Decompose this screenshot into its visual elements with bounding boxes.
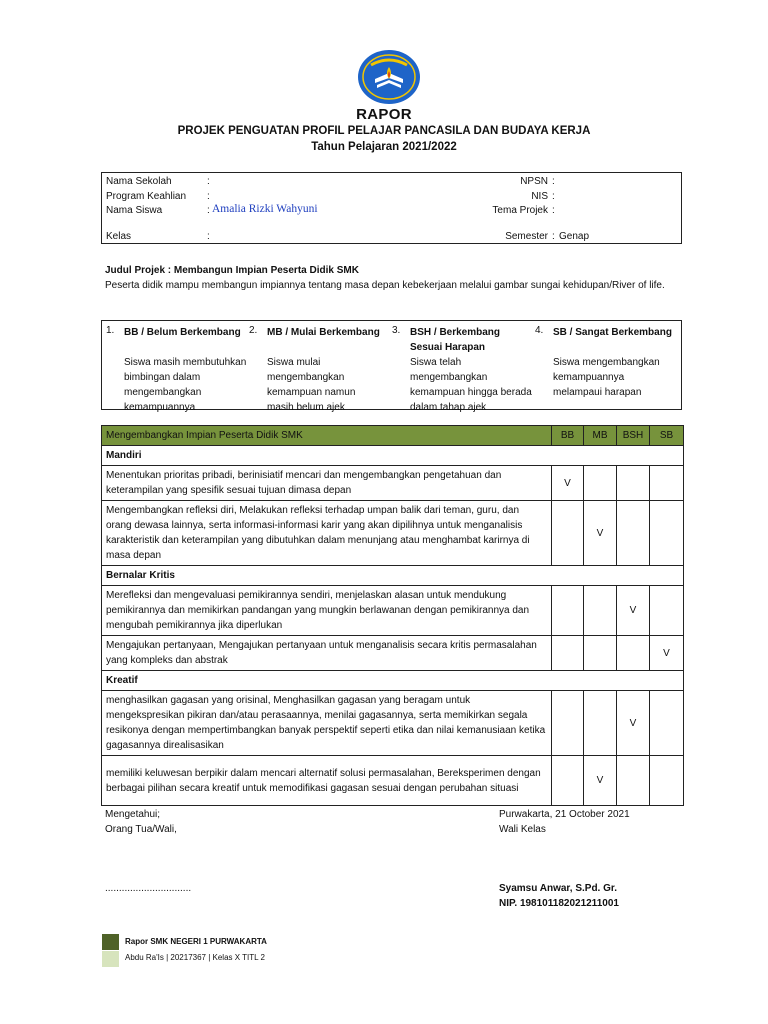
- nis-label: NIS: [531, 191, 548, 202]
- place-date-text: Purwakarta, 21 October 2021: [499, 809, 630, 820]
- check-cell: [617, 466, 650, 501]
- check-cell: [650, 466, 684, 501]
- teacher-nip: NIP. 198101182021211001: [499, 898, 619, 909]
- teacher-role-text: Wali Kelas: [499, 824, 546, 835]
- table-row: [102, 466, 684, 501]
- legend-number: 4.: [535, 325, 544, 336]
- check-cell: V: [650, 636, 684, 671]
- legend-desc-bb: Siswa masih membutuhkan bimbingan dalam mengembangkan kemampuannya: [124, 357, 247, 413]
- check-cell: [650, 586, 684, 636]
- nama-siswa-value: Amalia Rizki Wahyuni: [212, 203, 318, 215]
- criterion-text: Merefleksi dan mengevaluasi pemikirannya sendiri, menjelaskan alasan untuk mendukung pemikirannya dan memikirkan pandangan yang mungkin berlawanan dengan pemikirannya dan mengubah pemikirannya jika diperlukan: [102, 586, 552, 636]
- tema-projek-label: Tema Projek: [492, 205, 548, 216]
- check-cell: [552, 586, 584, 636]
- section-row: [102, 671, 684, 691]
- legend-desc-bsh: Siswa telah mengembangkan kemampuan hingga berada dalam tahap ajek: [410, 357, 532, 413]
- semester-value: Genap: [559, 231, 590, 242]
- section-title-bernalar-kritis: Bernalar Kritis: [102, 566, 684, 586]
- legend-title-mb: MB / Mulai Berkembang: [267, 327, 380, 338]
- assessment-table: [101, 425, 684, 806]
- criterion-text: Mengembangkan refleksi diri, Melakukan refleksi terhadap umpan balik dari teman, guru, dan orang dewasa lainnya, serta informasi-informasi karir yang akan dipilihnya untuk menganalisis karakteristik dan keterampilan yang dibutuhkan dalam menunjang atau menghambat karirnya di masa depan: [102, 501, 552, 566]
- tut-wuri-handayani-logo: [357, 49, 421, 105]
- footer-marker-light: [102, 951, 119, 967]
- section-title-mandiri: Mandiri: [102, 446, 684, 466]
- project-title: Judul Projek : Membangun Impian Peserta Didik SMK: [105, 265, 359, 276]
- report-title: RAPOR: [356, 106, 412, 123]
- assessment-legend: [101, 320, 682, 413]
- col-header-mb: MB: [584, 426, 617, 446]
- check-cell: V: [617, 586, 650, 636]
- check-cell: [584, 636, 617, 671]
- legend-title-sb: SB / Sangat Berkembang: [553, 327, 672, 338]
- table-row: [102, 586, 684, 636]
- legend-number: 2.: [249, 325, 258, 336]
- parent-signature-label: [105, 807, 177, 837]
- section-title-kreatif: Kreatif: [102, 671, 684, 691]
- legend-desc-mb: Siswa mulai mengembangkan kemampuan namun masih belum ajek: [267, 357, 356, 413]
- footer-school: Rapor SMK NEGERI 1 PURWAKARTA: [125, 937, 267, 946]
- parent-role-text: Orang Tua/Wali,: [105, 824, 177, 835]
- teacher-signature-label: [499, 807, 630, 837]
- table-row: [102, 756, 684, 806]
- check-cell: [617, 636, 650, 671]
- legend-desc-sb: Siswa mengembangkan kemampuannya melampaui harapan: [553, 357, 660, 398]
- semester-label: Semester: [505, 231, 548, 242]
- check-cell: V: [584, 501, 617, 566]
- student-identity-box: Nama Sekolah : NPSN : Program Keahlian : NIS : Nama Siswa : Amalia Rizki Wahyuni Tema Projek : Kelas : Semester : Genap: [101, 172, 682, 244]
- legend-number: 1.: [106, 325, 115, 336]
- teacher-identity: [499, 881, 619, 911]
- section-row: [102, 566, 684, 586]
- parent-signature-line: ...............................: [105, 883, 192, 894]
- school-year: Tahun Pelajaran 2021/2022: [311, 141, 457, 153]
- criterion-text: Menentukan prioritas pribadi, berinisiatif mencari dan mengembangkan pengetahuan dan keterampilan yang spesifik sesuai tujuan dimasa depan: [102, 466, 552, 501]
- check-cell: [617, 501, 650, 566]
- check-cell: [552, 691, 584, 756]
- nama-siswa-label: Nama Siswa: [106, 205, 163, 216]
- table-header-title: Mengembangkan Impian Peserta Didik SMK: [102, 426, 552, 446]
- check-cell: V: [552, 466, 584, 501]
- mengetahui-text: Mengetahui;: [105, 809, 161, 820]
- table-header-row: [102, 426, 684, 446]
- check-cell: V: [617, 691, 650, 756]
- legend-number: 3.: [392, 325, 401, 336]
- col-header-sb: SB: [650, 426, 684, 446]
- program-keahlian-label: Program Keahlian: [106, 191, 187, 202]
- check-cell: [650, 756, 684, 806]
- table-row: [102, 691, 684, 756]
- table-row: [102, 501, 684, 566]
- check-cell: [552, 756, 584, 806]
- col-header-bsh: BSH: [617, 426, 650, 446]
- legend-title-bb: BB / Belum Berkembang: [124, 327, 241, 338]
- section-row: [102, 446, 684, 466]
- footer-student-info: Abdu Ra'Is | 20217367 | Kelas X TITL 2: [125, 953, 265, 962]
- legend-title-bsh: BSH / Berkembang Sesuai Harapan: [410, 327, 501, 353]
- nama-sekolah-label: Nama Sekolah: [106, 176, 172, 187]
- kelas-label: Kelas: [106, 231, 132, 242]
- npsn-label: NPSN: [520, 176, 548, 187]
- table-row: [102, 636, 684, 671]
- check-cell: [650, 501, 684, 566]
- check-cell: [552, 636, 584, 671]
- check-cell: [584, 586, 617, 636]
- criterion-text: Mengajukan pertanyaan, Mengajukan pertanyaan untuk menganalisis secara kritis permasalahan yang kompleks dan abstrak: [102, 636, 552, 671]
- teacher-name: Syamsu Anwar, S.Pd. Gr.: [499, 883, 618, 894]
- report-subtitle: PROJEK PENGUATAN PROFIL PELAJAR PANCASILA DAN BUDAYA KERJA: [177, 125, 591, 137]
- project-description: Peserta didik mampu membangun impiannya tentang masa depan kebekerjaan melalui gambar sungai kehidupan/River of life.: [105, 280, 665, 291]
- check-cell: [584, 466, 617, 501]
- check-cell: [552, 501, 584, 566]
- check-cell: [584, 691, 617, 756]
- check-cell: V: [584, 756, 617, 806]
- col-header-bb: BB: [552, 426, 584, 446]
- check-cell: [650, 691, 684, 756]
- criterion-text: memiliki keluwesan berpikir dalam mencari alternatif solusi permasalahan, Bereksperimen dengan berbagai pilihan secara kreatif untuk memodifikasi gagasan sesuai dengan perubahan situasi: [102, 756, 552, 806]
- check-cell: [617, 756, 650, 806]
- criterion-text: menghasilkan gagasan yang orisinal, Menghasilkan gagasan yang beragam untuk mengekspresikan pikiran dan/atau perasaannya, menilai gagasannya, serta memikirkan segala resikonya dengan mempertimbangkan banyak perspektif seperti etika dan nilai kemanusiaan ketika gagasannya direalisasikan: [102, 691, 552, 756]
- footer-marker-dark: [102, 934, 119, 950]
